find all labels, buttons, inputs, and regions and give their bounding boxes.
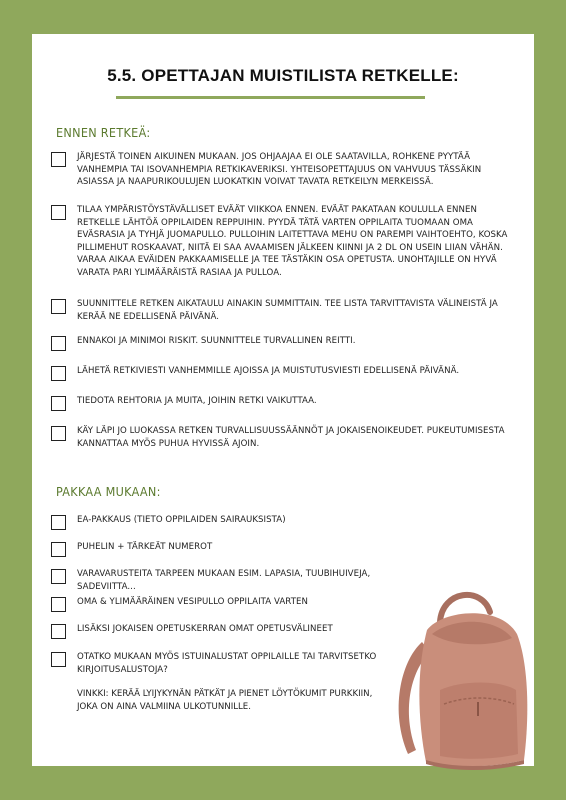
checklist-sheet [32, 34, 534, 766]
title-underline [116, 96, 425, 99]
checkbox[interactable] [51, 652, 66, 667]
section-heading-pack: PAKKAA MUKAAN: [56, 484, 161, 499]
checkbox[interactable] [51, 569, 66, 584]
section-heading-before: ENNEN RETKEÄ: [56, 125, 151, 140]
checkbox[interactable] [51, 396, 66, 411]
checklist-item-text: LÄHETÄ RETKIVIESTI VANHEMMILLE AJOISSA JA MUISTUTUSVIESTI EDELLISENÄ PÄIVÄNÄ. [77, 366, 460, 376]
checkbox[interactable] [51, 515, 66, 530]
checklist-item-text: OMA & YLIMÄÄRÄINEN VESIPULLO OPPILAITA VARTEN [77, 597, 308, 607]
checklist-item-text: SUUNNITTELE RETKEN AIKATAULU AINAKIN SUMMITTAIN. TEE LISTA TARVITTAVISTA VÄLINEISTÄ JA KERÄÄ NE EDELLISENÄ PÄIVÄNÄ. [77, 299, 498, 322]
checklist-item-text: EA-PAKKAUS (TIETO OPPILAIDEN SAIRAUKSISTA) [77, 515, 286, 525]
checkbox[interactable] [51, 366, 66, 381]
checkbox[interactable] [51, 426, 66, 441]
checklist-item-text: VARAVARUSTEITA TARPEEN MUKAAN ESIM. LAPASIA, TUUBIHUIVEJA, SADEVIITTA... [77, 569, 371, 592]
checkbox[interactable] [51, 152, 66, 167]
checklist-item-text: LISÄKSI JOKAISEN OPETUSKERRAN OMAT OPETUSVÄLINEET [77, 624, 333, 634]
checklist-item-text: KÄY LÄPI JO LUOKASSA RETKEN TURVALLISUUSSÄÄNNÖT JA JOKAISENOIKEUDET. PUKEUTUMISESTA KANNATTAA MYÖS PUHUA HYVISSÄ AJOIN. [77, 426, 505, 449]
checklist-item-text: PUHELIN + TÄRKEÄT NUMEROT [77, 542, 213, 552]
checklist-item-text: ENNAKOI JA MINIMOI RISKIT. SUUNNITTELE TURVALLINEN REITTI. [77, 336, 356, 346]
checklist-item-text: TIEDOTA REHTORIA JA MUITA, JOIHIN RETKI VAIKUTTAA. [77, 396, 317, 406]
page-title: 5.5. OPETTAJAN MUISTILISTA RETKELLE: [107, 66, 459, 85]
backpack-icon [382, 582, 532, 770]
checkbox[interactable] [51, 542, 66, 557]
checkbox[interactable] [51, 205, 66, 220]
checklist-item-text: TILAA YMPÄRISTÖYSTÄVÄLLISET EVÄÄT VIIKKOA ENNEN. EVÄÄT PAKATAAN KOULULLA ENNEN RETKELLE LÄHTÖÄ OPPILAIDEN REPPUIHIN. PYYDÄ TÄTÄ VARTEN OPPILAITA TUOMAAN OMA EVÄSRASIA JA TYHJÄ JUOMAPULLO. PULLOIHIN LAITETTAVA MEHU ON PAREMPI VAIHTOEHTO, KOSKA PILLIMEHUT ROSKAAVAT, NIITÄ EI SAA AVAAMISEN JÄLKEEN KIINNI JA 2 DL ON USEIN LIIAN VÄHÄN. VARAA AIKAA EVÄIDEN PAKKAAMISELLE JA TEE TÄSTÄKIN OSA OPETUSTA. UNOHTAJILLE ON HYVÄ VARATA PARI YLIMÄÄRÄISTÄ RASIAA JA PULLOA. [77, 205, 508, 278]
checklist-item-text: JÄRJESTÄ TOINEN AIKUINEN MUKAAN. JOS OHJAAJAA EI OLE SAATAVILLA, ROHKENE PYYTÄÄ VANHEMPIA TAI ISOVANHEMPIA RETKIKAVERIKSI. YHTEISOPETTAJUUS ON VAHVUUS TÄSSÄKIN ASIASSA JA NAAPURIKOULUJEN LUOKATKIN VOIVAT TAVATA RETKEILYN MERKEISSÄ. [77, 152, 482, 188]
checkbox[interactable] [51, 597, 66, 612]
checkbox[interactable] [51, 624, 66, 639]
checkbox[interactable] [51, 299, 66, 314]
checkbox[interactable] [51, 336, 66, 351]
tip-text: VINKKI: KERÄÄ LYIJYKYNÄN PÄTKÄT JA PIENET LÖYTÖKUMIT PURKKIIN, JOKA ON AINA VALMIINA ULKOTUNNILLE. [77, 689, 373, 712]
checklist-item-text: OTATKO MUKAAN MYÖS ISTUINALUSTAT OPPILAILLE TAI TARVITSETKO KIRJOITUSALUSTOJA? [77, 652, 377, 675]
